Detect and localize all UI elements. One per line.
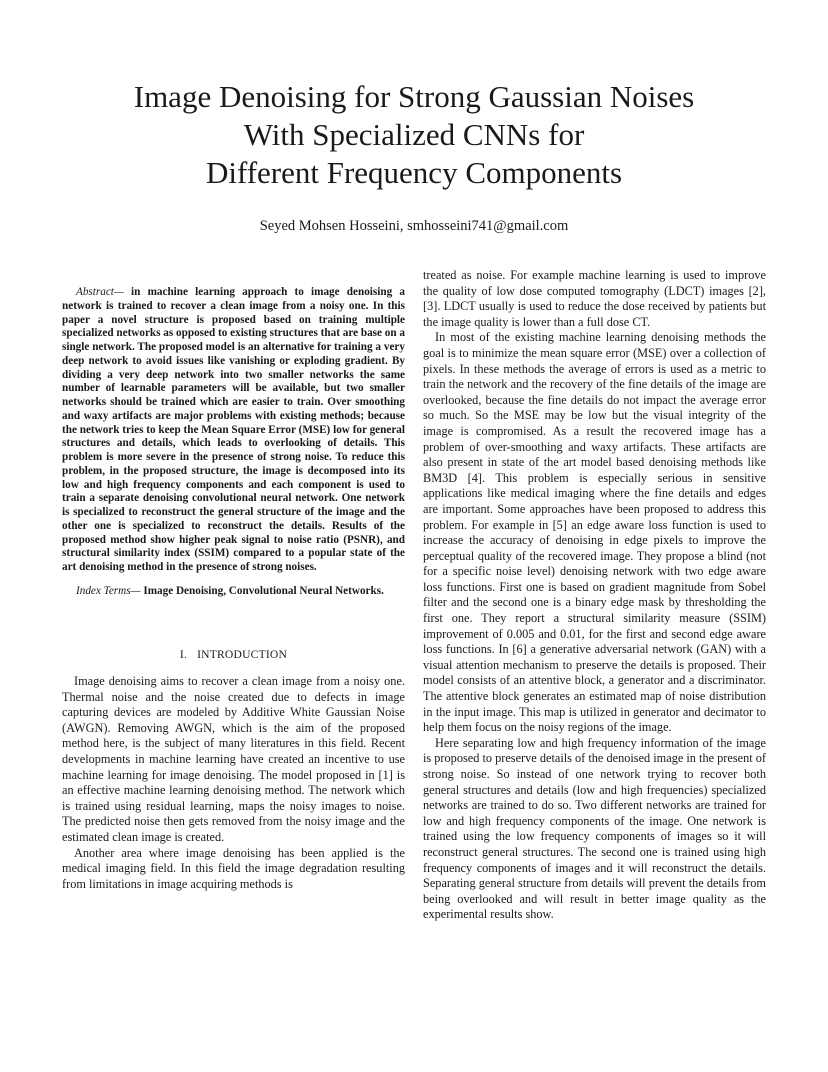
index-terms-text: Image Denoising, Convolutional Neural Networks. xyxy=(140,584,384,597)
index-terms-label: Index Terms— xyxy=(76,584,141,597)
section-title: INTRODUCTION xyxy=(197,647,288,661)
body-paragraph: treated as noise. For example machine learning is used to improve the quality of low dose computed tomography (LDCT) images [2],[3]. LDCT usually is used to reduce the dose received by patients but the image quality is lower than a full dose CT. xyxy=(423,268,766,329)
left-column xyxy=(62,286,405,892)
author-line: Seyed Mohsen Hosseini, smhosseini741@gmail.com xyxy=(259,218,569,234)
abstract-label: Abstract— xyxy=(76,286,124,298)
intro-paragraph: Image denoising aims to recover a clean image from a noisy one. Thermal noise and the noise created due to defects in image capturing devices are modeled by Additive White Gaussian Noise (AWGN). Removing AWGN, which is the aim of the proposed method here, is the subject of many literatures in this field. Recent developments in machine learning have created an incentive to use machine learning for image denoising. The model proposed in [1] is an effective machine learning denoising method. The network which is trained using residual learning, maps the noisy images to noise. The predicted noise then gets removed from the noisy image and the estimated clean image is created. xyxy=(62,674,405,845)
abstract-text: in machine learning approach to image denoising a network is trained to recover a clean image from a noisy one. In this paper a novel structure is proposed based on training multiple specialized networks as opposed to existing structures that are base on a single network. The proposed model is an alternative for training a very deep network to avoid issues like vanishing or exploding gradient. By dividing a very deep network into two smaller networks the same number of learnable parameters will be available, but two smaller networks should be trained which are easier to train. Over smoothing and waxy artifacts are major problems with existing methods; because the network tries to keep the Mean Square Error (MSE) low for general structures and details, which leads to overlooking of details. This problem is more severe in the presence of strong noise. To reduce this problem, in the proposed structure, the image is decomposed into its low and high frequency components and each component is used to train a separate denoising convolutional neural network. One network is specialized to reconstruct the general structure of the image and the other one is specialized to reconstruct the details. Results of the proposed method show higher peak signal to noise ratio (PSNR), and structural similarity index (SSIM) compared to a popular state of the art denoising method in the presence of strong noises. xyxy=(62,286,405,573)
index-terms xyxy=(62,585,405,599)
section-heading-introduction xyxy=(62,647,405,663)
section-number: I. xyxy=(179,647,188,661)
right-column xyxy=(423,268,766,923)
title-line-2: With Specialized CNNs for xyxy=(243,117,585,152)
abstract xyxy=(62,286,405,575)
paper-title xyxy=(60,78,768,192)
title-line-1: Image Denoising for Strong Gaussian Noises xyxy=(133,79,695,114)
body-paragraph: In most of the existing machine learning denoising methods the goal is to minimize the mean square error (MSE) over a collection of pixels. In these methods the average of errors is used as a metric to train the network and the recovery of the fine details of the image are overlooked, because the fine details do not impact the average error so much. So the MSE may be low but the visual integrity of the image is compromised. As a result the recovered image has a problem of over-smoothing and waxy artifacts. These artifacts are also present in state of the art model based denoising methods like BM3D [4]. This problem is especially serious in sensitive applications like medical imaging where the fine details and edges are important. Some approaches have been proposed to address this problem. For example in [5] an edge aware loss function is used to increase the accuracy of denoising in edge pixels to improve the perceptual quality of the recovered image. They propose a blind (not for a specific noise level) denoising network with two edge aware loss functions. First one is based on gradient magnitude from Sobel filter and the second one is a binary edge mask by thresholding the first one. They report a structural similarity measure (SSIM) improvement of 0.005 and 0.01, for the first and second edge aware loss functions. In [6] a generative adversarial network (GAN) with a visual attention mechanism to preserve the details is proposed. Their model consists of an attentive block, a generator and a discriminator. The attentive block generates an estimated map of noise distribution in the input image. This map is utilized in generator and decimator to help them focus on the noisy regions of the image. xyxy=(423,330,766,735)
body-paragraph: Here separating low and high frequency information of the image is proposed to preserve details of the denoised image in the present of strong noise. So instead of one network trying to recover both general structures and details (low and high frequencies) specialized networks are trained to do so. Two different networks are trained for low and high frequency components of the image. One network is trained using the low frequency components of images so it will reconstruct general structures. The second one is trained using high frequency components of images and it will reconstruct the details. Separating general structure from details will prevent the details from being overlooked and will result in better image quality as the experimental results show. xyxy=(423,735,766,922)
intro-paragraph: Another area where image denoising has been applied is the medical imaging field. In this field the image degradation resulting from limitations in image acquiring methods is xyxy=(62,845,405,891)
title-line-3: Different Frequency Components xyxy=(205,155,623,190)
